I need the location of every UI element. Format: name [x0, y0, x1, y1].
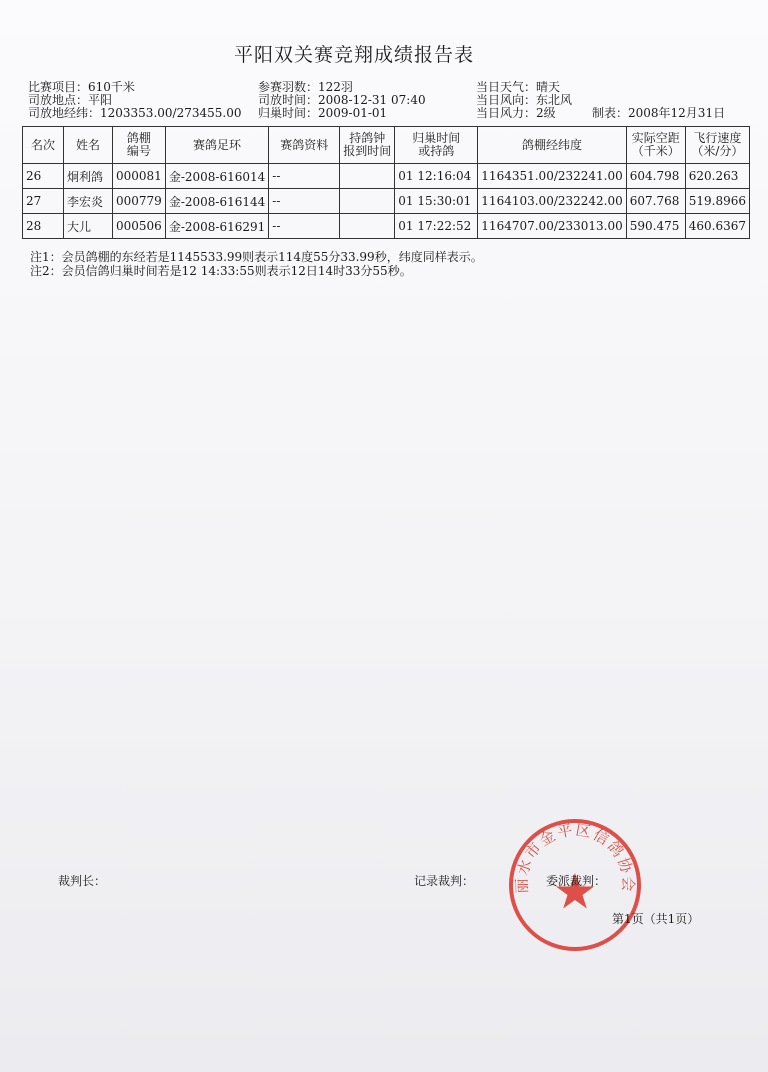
cell-pigeon-info: -- — [269, 189, 340, 214]
table-row — [23, 214, 750, 239]
footnote-1: 注1：会员鸽棚的东经若是1145533.99则表示114度55分33.99秒，纬度同样表示。 — [30, 250, 483, 264]
cell-loft-no: 000506 — [113, 214, 166, 239]
meta-column-1 — [28, 80, 241, 119]
cell-distance: 604.798 — [626, 164, 685, 189]
cell-clock-time — [340, 214, 395, 239]
meta-column-2 — [258, 80, 426, 119]
header-pigeon-info: 赛鸽资料 — [269, 127, 340, 164]
results-table — [22, 126, 750, 239]
cell-loft-no: 000779 — [113, 189, 166, 214]
delegate-referee-label: 委派裁判： — [546, 874, 607, 888]
header-ring: 赛鸽足环 — [165, 127, 268, 164]
cell-speed: 519.8966 — [685, 189, 749, 214]
cell-distance: 590.475 — [626, 214, 685, 239]
meta-weather: 当日天气：晴天 — [476, 80, 561, 94]
cell-name: 炯利鸽 — [64, 164, 113, 189]
meta-release-time: 司放时间：2008-12-31 07:40 — [258, 93, 426, 107]
meta-race-item: 比赛项目：610千米 — [28, 80, 135, 94]
recorder-referee-label: 记录裁判： — [414, 874, 475, 888]
header-distance: 实际空距 （千米） — [626, 127, 685, 164]
header-loft-coords: 鸽棚经纬度 — [478, 127, 626, 164]
cell-rank: 27 — [23, 189, 64, 214]
cell-return-time: 01 15:30:01 — [395, 189, 478, 214]
cell-clock-time — [340, 189, 395, 214]
chief-referee-label: 裁判长： — [58, 874, 107, 888]
header-name: 姓名 — [64, 127, 113, 164]
cell-clock-time — [340, 164, 395, 189]
cell-ring: 金-2008-616291 — [165, 214, 268, 239]
cell-ring: 金-2008-616144 — [165, 189, 268, 214]
cell-speed: 620.263 — [685, 164, 749, 189]
cell-rank: 28 — [23, 214, 64, 239]
cell-speed: 460.6367 — [685, 214, 749, 239]
footnotes — [30, 250, 483, 278]
header-speed: 飞行速度 （米/分） — [685, 127, 749, 164]
footnote-2: 注2：会员信鸽归巢时间若是12 14:33:55则表示12日14时33分55秒。 — [30, 264, 412, 278]
header-return-time: 归巢时间 或持鸽 — [395, 127, 478, 164]
meta-column-3 — [476, 80, 572, 119]
cell-ring: 金-2008-616014 — [165, 164, 268, 189]
meta-release-place: 司放地点：平阳 — [28, 93, 113, 107]
header-rank: 名次 — [23, 127, 64, 164]
table-header-row — [23, 127, 750, 164]
cell-name: 大儿 — [64, 214, 113, 239]
cell-rank: 26 — [23, 164, 64, 189]
header-clock-time: 持鸽钟 报到时间 — [340, 127, 395, 164]
page-number: 第1页（共1页） — [612, 912, 700, 926]
cell-loft-coords: 1164707.00/233013.00 — [478, 214, 626, 239]
cell-return-time: 01 17:22:52 — [395, 214, 478, 239]
cell-name: 李宏炎 — [64, 189, 113, 214]
cell-distance: 607.768 — [626, 189, 685, 214]
meta-wind-force: 当日风力：2级 — [476, 106, 556, 120]
cell-return-time: 01 12:16:04 — [395, 164, 478, 189]
report-title: 平阳双关赛竞翔成绩报告表 — [233, 44, 474, 66]
cell-loft-coords: 1164103.00/232242.00 — [478, 189, 626, 214]
cell-pigeon-info: -- — [269, 164, 340, 189]
meta-release-coords: 司放地经纬：1203353.00/273455.00 — [28, 106, 242, 120]
svg-text:丽水市金平区信鸽协会: 丽水市金平区信鸽协会 — [512, 820, 638, 894]
meta-made-date: 制表：2008年12月31日 — [592, 106, 726, 120]
cell-pigeon-info: -- — [269, 214, 340, 239]
cell-loft-coords: 1164351.00/232241.00 — [478, 164, 626, 189]
meta-entries: 参赛羽数：122羽 — [258, 80, 353, 94]
cell-loft-no: 000081 — [113, 164, 166, 189]
header-loft-no: 鸽棚 编号 — [113, 127, 166, 164]
table-row — [23, 164, 750, 189]
table-row — [23, 189, 750, 214]
meta-return-time: 归巢时间：2009-01-01 — [258, 106, 388, 120]
meta-wind-direction: 当日风向：东北风 — [476, 93, 573, 107]
